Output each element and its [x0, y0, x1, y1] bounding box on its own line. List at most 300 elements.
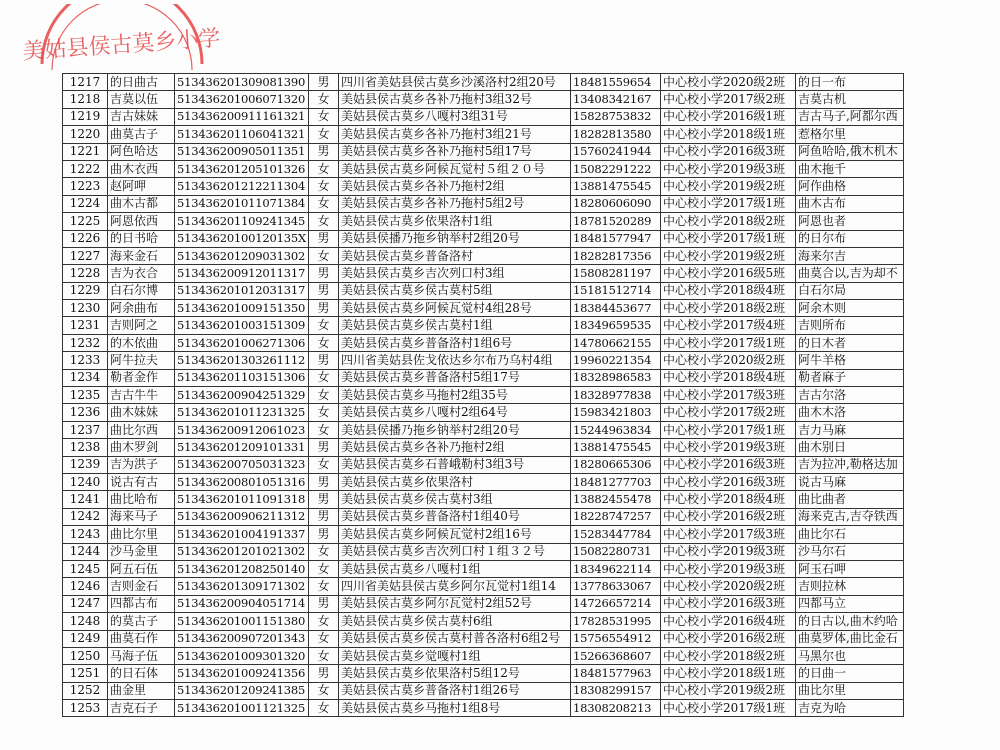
- table-row: [63, 456, 904, 473]
- class-name-cell: 中心校小学2017级1班: [660, 700, 795, 717]
- table-row: [63, 700, 904, 717]
- id-number-cell: 513436201009151350: [175, 300, 309, 317]
- gender-cell: 男: [308, 508, 338, 525]
- class-name-cell: 中心校小学2018级4班: [660, 491, 795, 508]
- student-name-cell: 的日曲古: [108, 74, 175, 91]
- guardian-name-cell: 吉则拉林: [795, 578, 903, 595]
- student-name-cell: 的莫古子: [108, 613, 175, 630]
- gender-cell: 女: [308, 543, 338, 560]
- address-cell: 美姑县侯古莫乡侯古莫村普各洛村6组2号: [338, 630, 570, 647]
- gender-cell: 男: [308, 230, 338, 247]
- id-number-cell: 513436200905011351: [175, 143, 309, 160]
- phone-cell: 13881475545: [570, 439, 660, 456]
- table-row: [63, 526, 904, 543]
- id-number-cell: 513436201004191337: [175, 526, 309, 543]
- table-row: [63, 369, 904, 386]
- guardian-name-cell: 海来克古,吉夺铁西: [795, 508, 903, 525]
- phone-cell: 18280665306: [570, 456, 660, 473]
- phone-cell: 18308299157: [570, 682, 660, 699]
- table-row: [63, 630, 904, 647]
- row-number-cell: 1251: [63, 665, 108, 682]
- address-cell: 美姑县侯古莫乡各补乃拖村5组17号: [338, 143, 570, 160]
- row-number-cell: 1224: [63, 195, 108, 212]
- phone-cell: 15082291222: [570, 160, 660, 177]
- guardian-name-cell: 阿鱼哈哈,俄木机木: [795, 143, 903, 160]
- table-row: [63, 560, 904, 577]
- guardian-name-cell: 阿余木则: [795, 300, 903, 317]
- id-number-cell: 513436201109241345: [175, 213, 309, 230]
- row-number-cell: 1217: [63, 74, 108, 91]
- phone-cell: 18228747257: [570, 508, 660, 525]
- gender-cell: 女: [308, 700, 338, 717]
- address-cell: 美姑县侯古莫乡阿候瓦觉村4组28号: [338, 300, 570, 317]
- id-number-cell: 513436201001121325: [175, 700, 309, 717]
- student-name-cell: 海来金石: [108, 247, 175, 264]
- guardian-name-cell: 的日一布: [795, 74, 903, 91]
- class-name-cell: 中心校小学2019级3班: [660, 560, 795, 577]
- class-name-cell: 中心校小学2017级1班: [660, 421, 795, 438]
- student-name-cell: 曲莫石作: [108, 630, 175, 647]
- row-number-cell: 1228: [63, 265, 108, 282]
- id-number-cell: 51343620100120135X: [175, 230, 309, 247]
- row-number-cell: 1234: [63, 369, 108, 386]
- guardian-name-cell: 吉克为哈: [795, 700, 903, 717]
- id-number-cell: 513436201201021302: [175, 543, 309, 560]
- class-name-cell: 中心校小学2019级2班: [660, 178, 795, 195]
- id-number-cell: 513436201209101331: [175, 439, 309, 456]
- id-number-cell: 513436201011231325: [175, 404, 309, 421]
- table-row: [63, 421, 904, 438]
- gender-cell: 男: [308, 352, 338, 369]
- guardian-name-cell: 的日木者: [795, 334, 903, 351]
- table-row: [63, 508, 904, 525]
- row-number-cell: 1226: [63, 230, 108, 247]
- address-cell: 美姑县侯古莫乡觉嘎村1组: [338, 647, 570, 664]
- student-name-cell: 曲木罗剑: [108, 439, 175, 456]
- student-name-cell: 沙马金里: [108, 543, 175, 560]
- table-row: [63, 665, 904, 682]
- class-name-cell: 中心校小学2019级2班: [660, 247, 795, 264]
- phone-cell: 18781520289: [570, 213, 660, 230]
- gender-cell: 女: [308, 578, 338, 595]
- row-number-cell: 1229: [63, 282, 108, 299]
- gender-cell: 女: [308, 404, 338, 421]
- row-number-cell: 1249: [63, 630, 108, 647]
- class-name-cell: 中心校小学2018级2班: [660, 300, 795, 317]
- phone-cell: 15181512714: [570, 282, 660, 299]
- table-row: [63, 317, 904, 334]
- table-row: [63, 126, 904, 143]
- address-cell: 美姑县侯古莫乡各补乃拖村3组32号: [338, 91, 570, 108]
- address-cell: 美姑县侯古莫乡普备洛村: [338, 247, 570, 264]
- class-name-cell: 中心校小学2018级2班: [660, 647, 795, 664]
- student-name-cell: 吉为衣合: [108, 265, 175, 282]
- table-row: [63, 213, 904, 230]
- id-number-cell: 513436200912061023: [175, 421, 309, 438]
- student-name-cell: 曲木妹妹: [108, 404, 175, 421]
- class-name-cell: 中心校小学2018级1班: [660, 665, 795, 682]
- gender-cell: 女: [308, 369, 338, 386]
- phone-cell: 15082280731: [570, 543, 660, 560]
- student-name-cell: 说古有古: [108, 473, 175, 490]
- gender-cell: 女: [308, 630, 338, 647]
- id-number-cell: 513436201006071320: [175, 91, 309, 108]
- row-number-cell: 1248: [63, 613, 108, 630]
- class-name-cell: 中心校小学2019级2班: [660, 682, 795, 699]
- id-number-cell: 513436201209241385: [175, 682, 309, 699]
- gender-cell: 男: [308, 665, 338, 682]
- address-cell: 美姑县侯古莫乡各补乃拖村2组: [338, 439, 570, 456]
- id-number-cell: 513436201003151309: [175, 317, 309, 334]
- guardian-name-cell: 海来尔吉: [795, 247, 903, 264]
- table-row: [63, 613, 904, 630]
- row-number-cell: 1218: [63, 91, 108, 108]
- address-cell: 美姑县侯古莫乡阿候瓦觉村2组16号: [338, 526, 570, 543]
- phone-cell: 18282813580: [570, 126, 660, 143]
- guardian-name-cell: 曲比尔里: [795, 682, 903, 699]
- address-cell: 美姑县侯古莫乡马拖村2组35号: [338, 387, 570, 404]
- student-name-cell: 吉莫以伍: [108, 91, 175, 108]
- class-name-cell: 中心校小学2016级5班: [660, 265, 795, 282]
- class-name-cell: 中心校小学2017级4班: [660, 317, 795, 334]
- student-name-cell: 曲金里: [108, 682, 175, 699]
- phone-cell: 18328977838: [570, 387, 660, 404]
- gender-cell: 男: [308, 282, 338, 299]
- address-cell: 美姑县侯古莫乡八嘎村1组: [338, 560, 570, 577]
- phone-cell: 13778633067: [570, 578, 660, 595]
- id-number-cell: 513436201011071384: [175, 195, 309, 212]
- student-name-cell: 吉则金石: [108, 578, 175, 595]
- phone-cell: 15244963834: [570, 421, 660, 438]
- id-number-cell: 513436201205101326: [175, 160, 309, 177]
- guardian-name-cell: 曲木古布: [795, 195, 903, 212]
- row-number-cell: 1230: [63, 300, 108, 317]
- address-cell: 美姑县侯古莫乡马拖村1组8号: [338, 700, 570, 717]
- gender-cell: 女: [308, 91, 338, 108]
- guardian-name-cell: 阿玉石呷: [795, 560, 903, 577]
- id-number-cell: 513436201309171302: [175, 578, 309, 595]
- table-row: [63, 352, 904, 369]
- row-number-cell: 1225: [63, 213, 108, 230]
- row-number-cell: 1227: [63, 247, 108, 264]
- gender-cell: 男: [308, 265, 338, 282]
- class-name-cell: 中心校小学2018级4班: [660, 369, 795, 386]
- address-cell: 美姑县侯古莫乡阿尔瓦觉村2组52号: [338, 595, 570, 612]
- class-name-cell: 中心校小学2017级1班: [660, 334, 795, 351]
- gender-cell: 女: [308, 682, 338, 699]
- phone-cell: 15983421803: [570, 404, 660, 421]
- table-row: [63, 387, 904, 404]
- guardian-name-cell: 吉力马麻: [795, 421, 903, 438]
- row-number-cell: 1240: [63, 473, 108, 490]
- id-number-cell: 513436201103151306: [175, 369, 309, 386]
- guardian-name-cell: 曲木拖千: [795, 160, 903, 177]
- gender-cell: 男: [308, 143, 338, 160]
- class-name-cell: 中心校小学2017级2班: [660, 404, 795, 421]
- phone-cell: 18308208213: [570, 700, 660, 717]
- row-number-cell: 1235: [63, 387, 108, 404]
- address-cell: 美姑县侯播乃拖乡钠举村2组20号: [338, 230, 570, 247]
- phone-cell: 15808281197: [570, 265, 660, 282]
- student-name-cell: 吉古妹妹: [108, 108, 175, 125]
- phone-cell: 18349622114: [570, 560, 660, 577]
- student-name-cell: 海来马子: [108, 508, 175, 525]
- table-row: [63, 247, 904, 264]
- id-number-cell: 513436200705031323: [175, 456, 309, 473]
- phone-cell: 15760241944: [570, 143, 660, 160]
- class-name-cell: 中心校小学2020级2班: [660, 74, 795, 91]
- phone-cell: 18481577963: [570, 665, 660, 682]
- student-name-cell: 曲莫古子: [108, 126, 175, 143]
- row-number-cell: 1223: [63, 178, 108, 195]
- gender-cell: 男: [308, 491, 338, 508]
- phone-cell: 15266368607: [570, 647, 660, 664]
- student-name-cell: 四都古布: [108, 595, 175, 612]
- student-name-cell: 阿五石伍: [108, 560, 175, 577]
- address-cell: 美姑县侯古莫乡侯古莫村5组: [338, 282, 570, 299]
- class-name-cell: 中心校小学2016级2班: [660, 508, 795, 525]
- phone-cell: 18280606090: [570, 195, 660, 212]
- guardian-name-cell: 惹格尔里: [795, 126, 903, 143]
- table-row: [63, 439, 904, 456]
- id-number-cell: 513436200912011317: [175, 265, 309, 282]
- svg-text:美姑县侯古莫乡小学: 美姑县侯古莫乡小学: [22, 26, 222, 65]
- row-number-cell: 1246: [63, 578, 108, 595]
- class-name-cell: 中心校小学2018级4班: [660, 282, 795, 299]
- gender-cell: 女: [308, 560, 338, 577]
- table-row: [63, 334, 904, 351]
- guardian-name-cell: 沙马尔石: [795, 543, 903, 560]
- address-cell: 美姑县侯古莫乡依果洛村5组12号: [338, 665, 570, 682]
- gender-cell: 女: [308, 195, 338, 212]
- table-row: [63, 74, 904, 91]
- row-number-cell: 1237: [63, 421, 108, 438]
- address-cell: 美姑县侯古莫乡依果洛村1组: [338, 213, 570, 230]
- table-row: [63, 543, 904, 560]
- phone-cell: 18481277703: [570, 473, 660, 490]
- class-name-cell: 中心校小学2017级1班: [660, 195, 795, 212]
- address-cell: 美姑县侯古莫乡石普峨勒村3组3号: [338, 456, 570, 473]
- gender-cell: 女: [308, 387, 338, 404]
- class-name-cell: 中心校小学2016级3班: [660, 456, 795, 473]
- table-row: [63, 160, 904, 177]
- address-cell: 四川省美姑县佐戈依达乡尔布乃乌村4组: [338, 352, 570, 369]
- gender-cell: 男: [308, 300, 338, 317]
- student-name-cell: 马海子伍: [108, 647, 175, 664]
- id-number-cell: 513436201012031317: [175, 282, 309, 299]
- id-number-cell: 513436200801051316: [175, 473, 309, 490]
- guardian-name-cell: 曲木木洛: [795, 404, 903, 421]
- student-name-cell: 的日书哈: [108, 230, 175, 247]
- row-number-cell: 1233: [63, 352, 108, 369]
- id-number-cell: 513436200904051714: [175, 595, 309, 612]
- table-row: [63, 647, 904, 664]
- id-number-cell: 513436201001151380: [175, 613, 309, 630]
- student-name-cell: 曲比尔西: [108, 421, 175, 438]
- id-number-cell: 513436201106041321: [175, 126, 309, 143]
- address-cell: 四川省美姑县侯古莫乡阿尔瓦觉村1组14: [338, 578, 570, 595]
- gender-cell: 女: [308, 178, 338, 195]
- row-number-cell: 1253: [63, 700, 108, 717]
- phone-cell: 18349659535: [570, 317, 660, 334]
- guardian-name-cell: 说古马麻: [795, 473, 903, 490]
- table-row: [63, 491, 904, 508]
- id-number-cell: 513436201011091318: [175, 491, 309, 508]
- class-name-cell: 中心校小学2019级3班: [660, 160, 795, 177]
- id-number-cell: 513436201208250140: [175, 560, 309, 577]
- table-row: [63, 473, 904, 490]
- address-cell: 美姑县侯古莫乡依果洛村: [338, 473, 570, 490]
- student-name-cell: 曲比尔里: [108, 526, 175, 543]
- guardian-name-cell: 曲比曲者: [795, 491, 903, 508]
- gender-cell: 男: [308, 526, 338, 543]
- guardian-name-cell: 曲莫罗体,曲比金石: [795, 630, 903, 647]
- phone-cell: 18328986583: [570, 369, 660, 386]
- student-name-cell: 勒者金作: [108, 369, 175, 386]
- phone-cell: 14780662155: [570, 334, 660, 351]
- class-name-cell: 中心校小学2017级2班: [660, 91, 795, 108]
- address-cell: 美姑县侯古莫乡侯古莫村3组: [338, 491, 570, 508]
- table-row: [63, 404, 904, 421]
- student-name-cell: 吉为洪子: [108, 456, 175, 473]
- gender-cell: 女: [308, 108, 338, 125]
- student-name-cell: 白石尔博: [108, 282, 175, 299]
- gender-cell: 女: [308, 456, 338, 473]
- row-number-cell: 1231: [63, 317, 108, 334]
- phone-cell: 13408342167: [570, 91, 660, 108]
- class-name-cell: 中心校小学2020级2班: [660, 352, 795, 369]
- phone-cell: 13882455478: [570, 491, 660, 508]
- row-number-cell: 1250: [63, 647, 108, 664]
- student-name-cell: 吉古牛牛: [108, 387, 175, 404]
- gender-cell: 女: [308, 647, 338, 664]
- student-name-cell: 阿恩依西: [108, 213, 175, 230]
- class-name-cell: 中心校小学2016级3班: [660, 473, 795, 490]
- id-number-cell: 513436201212211304: [175, 178, 309, 195]
- table-row: [63, 578, 904, 595]
- id-number-cell: 513436201009241356: [175, 665, 309, 682]
- address-cell: 美姑县侯古莫乡吉次列口村3组: [338, 265, 570, 282]
- class-name-cell: 中心校小学2018级1班: [660, 126, 795, 143]
- guardian-name-cell: 吉则所布: [795, 317, 903, 334]
- address-cell: 美姑县侯古莫乡普备洛村1组6号: [338, 334, 570, 351]
- address-cell: 美姑县侯古莫乡各补乃拖村3组21号: [338, 126, 570, 143]
- phone-cell: 15283447784: [570, 526, 660, 543]
- address-cell: 美姑县侯古莫乡侯古莫村6组: [338, 613, 570, 630]
- guardian-name-cell: 阿作曲格: [795, 178, 903, 195]
- gender-cell: 男: [308, 439, 338, 456]
- class-name-cell: 中心校小学2019级3班: [660, 439, 795, 456]
- table-row: [63, 282, 904, 299]
- phone-cell: 18384453677: [570, 300, 660, 317]
- guardian-name-cell: 的日曲一: [795, 665, 903, 682]
- phone-cell: 14726657214: [570, 595, 660, 612]
- gender-cell: 女: [308, 213, 338, 230]
- id-number-cell: 513436200906211312: [175, 508, 309, 525]
- guardian-name-cell: 吉为拉冲,勒格达加: [795, 456, 903, 473]
- table-body: [63, 74, 904, 717]
- class-name-cell: 中心校小学2016级3班: [660, 143, 795, 160]
- address-cell: 美姑县侯古莫乡普备洛村5组17号: [338, 369, 570, 386]
- row-number-cell: 1245: [63, 560, 108, 577]
- address-cell: 美姑县侯古莫乡阿候瓦觉村５组２０号: [338, 160, 570, 177]
- phone-cell: 18282817356: [570, 247, 660, 264]
- row-number-cell: 1239: [63, 456, 108, 473]
- class-name-cell: 中心校小学2019级3班: [660, 543, 795, 560]
- phone-cell: 18481559654: [570, 74, 660, 91]
- gender-cell: 女: [308, 421, 338, 438]
- gender-cell: 男: [308, 74, 338, 91]
- guardian-name-cell: 的日古以,曲木约哈: [795, 613, 903, 630]
- class-name-cell: 中心校小学2016级3班: [660, 595, 795, 612]
- student-name-cell: 曲木衣西: [108, 160, 175, 177]
- guardian-name-cell: 曲莫合以,吉为却不: [795, 265, 903, 282]
- table-row: [63, 300, 904, 317]
- address-cell: 美姑县侯古莫乡侯古莫村1组: [338, 317, 570, 334]
- address-cell: 四川省美姑县侯古莫乡沙溪洛村2组20号: [338, 74, 570, 91]
- student-name-cell: 吉则阿之: [108, 317, 175, 334]
- guardian-name-cell: 曲木别日: [795, 439, 903, 456]
- table-row: [63, 178, 904, 195]
- guardian-name-cell: 吉古尔洛: [795, 387, 903, 404]
- table-row: [63, 143, 904, 160]
- table-row: [63, 595, 904, 612]
- class-name-cell: 中心校小学2017级1班: [660, 230, 795, 247]
- gender-cell: 女: [308, 317, 338, 334]
- row-number-cell: 1219: [63, 108, 108, 125]
- student-name-cell: 阿余曲布: [108, 300, 175, 317]
- student-name-cell: 赵阿呷: [108, 178, 175, 195]
- guardian-name-cell: 吉古马子,阿都尔西: [795, 108, 903, 125]
- id-number-cell: 513436201009301320: [175, 647, 309, 664]
- student-name-cell: 曲木古都: [108, 195, 175, 212]
- gender-cell: 男: [308, 473, 338, 490]
- table-row: [63, 230, 904, 247]
- gender-cell: 女: [308, 334, 338, 351]
- guardian-name-cell: 阿牛羊格: [795, 352, 903, 369]
- student-name-cell: 阿牛拉夫: [108, 352, 175, 369]
- student-name-cell: 吉克石子: [108, 700, 175, 717]
- address-cell: 美姑县侯古莫乡各补乃拖村5组2号: [338, 195, 570, 212]
- student-name-cell: 阿色哈达: [108, 143, 175, 160]
- table-row: [63, 265, 904, 282]
- phone-cell: 17828531995: [570, 613, 660, 630]
- guardian-name-cell: 勒者麻子: [795, 369, 903, 386]
- id-number-cell: 513436200911161321: [175, 108, 309, 125]
- address-cell: 美姑县侯古莫乡八嘎村3组31号: [338, 108, 570, 125]
- guardian-name-cell: 白石尔局: [795, 282, 903, 299]
- address-cell: 美姑县侯古莫乡普备洛村1组40号: [338, 508, 570, 525]
- row-number-cell: 1221: [63, 143, 108, 160]
- gender-cell: 男: [308, 595, 338, 612]
- phone-cell: 18481577947: [570, 230, 660, 247]
- gender-cell: 女: [308, 126, 338, 143]
- table-row: [63, 195, 904, 212]
- student-name-cell: 的木依曲: [108, 334, 175, 351]
- row-number-cell: 1220: [63, 126, 108, 143]
- class-name-cell: 中心校小学2020级2班: [660, 578, 795, 595]
- student-name-cell: 的日石体: [108, 665, 175, 682]
- address-cell: 美姑县侯古莫乡各补乃拖村2组: [338, 178, 570, 195]
- row-number-cell: 1247: [63, 595, 108, 612]
- guardian-name-cell: 的日尔布: [795, 230, 903, 247]
- id-number-cell: 513436200907201343: [175, 630, 309, 647]
- class-name-cell: 中心校小学2016级2班: [660, 630, 795, 647]
- table-row: [63, 91, 904, 108]
- student-name-cell: 曲比哈布: [108, 491, 175, 508]
- table-row: [63, 108, 904, 125]
- address-cell: 美姑县侯古莫乡吉次列口村１组３２号: [338, 543, 570, 560]
